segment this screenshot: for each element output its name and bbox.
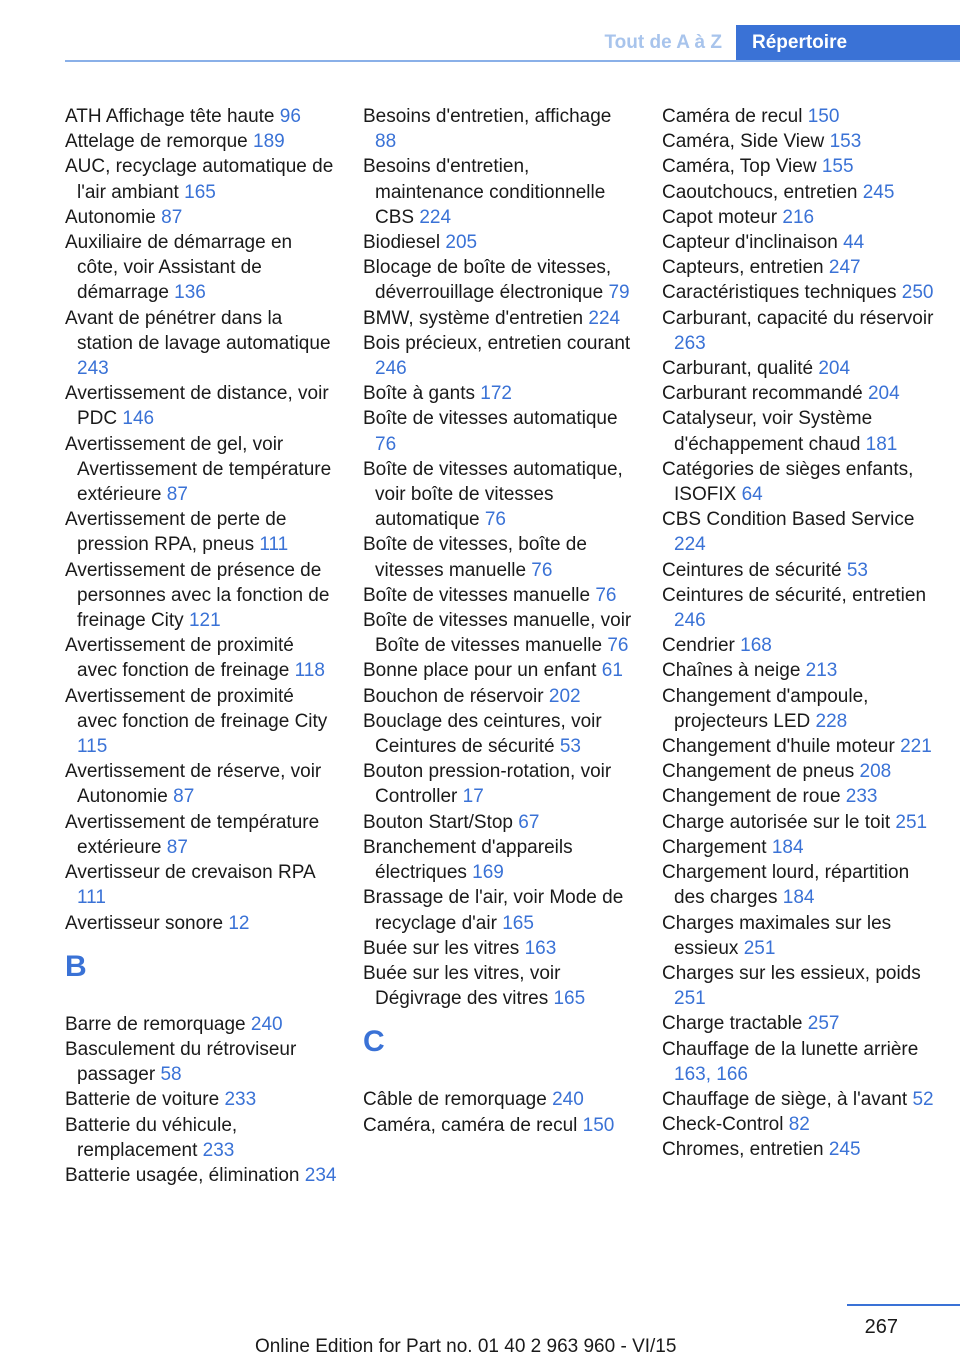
index-entry [65,104,337,129]
entry-term: Avertissement de proximité avec fonction de freinage City [65,685,328,732]
index-entry [363,583,635,608]
edition-note: Online Edition for Part no. 01 40 2 963 960 - VI/15 [255,1336,677,1357]
entry-term: Charge tractable [662,1013,808,1035]
page-link[interactable]: 76 [484,509,506,531]
index-entry [363,709,635,759]
index-entry [662,230,938,255]
page-link[interactable]: 87 [173,786,195,808]
entry-term: Basculement du rétroviseur passager [65,1038,297,1086]
entry-term: Bouchon de réservoir [363,685,549,707]
entry-term: Changement d'huile moteur [662,736,901,758]
index-entry [65,684,337,760]
entry-term: Caractéristiques techniques [662,282,902,304]
page-link[interactable]: 169 [472,862,504,884]
entry-term: Chauffage de siège, à l'avant [662,1088,913,1110]
page-link[interactable]: 251 [895,811,928,833]
page-link[interactable]: 240 [552,1089,584,1111]
index-entry [363,406,635,456]
entry-term: Blocage de boîte de vitesses, déverrouillage électronique [363,257,612,304]
entry-term: Caoutchoucs, entretien [662,181,863,203]
entry-term: Caméra, caméra de recul [363,1114,583,1136]
page-link[interactable]: 172 [480,383,512,405]
index-entry [662,104,938,129]
page-link[interactable]: 64 [741,484,763,506]
entry-term: Catalyseur, voir Système d'échappement chaud [662,408,873,455]
index-entry [363,154,635,230]
entry-term: Caméra, Top View [662,156,822,178]
entry-term: Avertissement de gel, voir Avertissement de température extérieure [65,433,332,506]
entry-term: Caméra de recul [662,106,808,127]
page-link[interactable]: 76 [595,584,617,606]
index-entry [662,280,938,305]
entry-term: Boîte de vitesses manuelle [363,584,596,606]
index-entry [662,306,938,356]
index-entry [662,835,938,860]
index-entry [363,331,635,381]
index-entry [65,860,337,910]
entry-term: Chaînes à neige [662,660,806,682]
page-link[interactable]: 245 [862,181,895,203]
page-link[interactable]: 44 [843,232,865,254]
page-link[interactable]: 150 [582,1114,615,1136]
index-entry [363,457,635,533]
index-entry [662,1112,938,1137]
page-link[interactable]: 204 [867,383,900,405]
page-link[interactable]: 163, 166 [674,1063,748,1085]
page-link[interactable]: 184 [782,887,815,909]
entry-term: Besoins d'entretien, maintenance conditionnelle CBS [363,156,606,228]
section-letter: C [363,1025,385,1059]
index-entry [662,1011,938,1036]
entry-term: Attelage de remorque [65,131,254,153]
index-entry [363,759,635,809]
page-link[interactable]: 213 [805,660,838,682]
page-link[interactable]: 233 [845,786,878,808]
page-link[interactable]: 224 [674,534,706,556]
page-link[interactable]: 224 [419,206,452,228]
index-entry [662,684,938,734]
header-rule [65,60,960,62]
entry-term: Barre de remorquage [65,1013,251,1035]
page-link[interactable]: 146 [122,408,155,430]
index-entry [65,759,337,809]
entry-term: Cendrier [662,635,741,657]
entry-term: Ceintures de sécurité [662,559,847,581]
index-entry [363,885,635,935]
index-entry [662,255,938,280]
entry-term: AUC, recyclage automatique de l'air ambiant [65,156,334,203]
entry-term: Biodiesel [363,232,446,254]
index-entry [662,457,938,507]
entry-term: Avertissement de proximité avec fonction de freinage [65,635,295,682]
entry-term: Avertisseur de crevaison RPA [65,862,315,884]
entry-term: Charges maximales sur les essieux [662,912,892,959]
entry-term: CBS Condition Based Service [662,509,915,531]
page-link[interactable]: 153 [829,131,862,153]
entry-term: Boîte de vitesses automatique [363,408,618,430]
index-entry [65,1113,337,1163]
page-link[interactable]: 136 [174,282,206,304]
entry-term: Bouclage des ceintures, voir Ceintures de sécurité [363,710,602,758]
page-number: 267 [864,1316,898,1338]
page-link[interactable]: 155 [821,156,854,178]
entry-term: Carburant recommandé [662,383,868,405]
entry-term: Carburant, capacité du réservoir [662,307,934,329]
page-link[interactable]: 87 [166,836,188,858]
page-link[interactable]: 263 [674,332,706,354]
index-entry [662,633,938,658]
index-entry [65,230,337,306]
index-entry [662,381,938,406]
index-entry [65,1012,337,1037]
entry-term: Avertissement de température extérieure [65,811,320,858]
page-link[interactable]: 245 [828,1139,861,1161]
index-entry [65,205,337,230]
section-letter: B [65,949,87,983]
entry-term: Bonne place pour un enfant [363,660,602,682]
index-entry [662,658,938,683]
page-link[interactable]: 76 [531,559,553,581]
page-link[interactable]: 76 [607,635,629,657]
page-link[interactable]: 115 [77,736,108,758]
page-link[interactable]: 251 [743,937,776,959]
index-entry [662,406,938,456]
entry-term: Bois précieux, entretien courant [363,332,631,354]
page-link[interactable]: 216 [782,206,815,228]
index-entry [363,230,635,255]
entry-term: Avertissement de présence de personnes avec la fonction de freinage City [65,559,330,632]
page-link[interactable]: 189 [253,131,285,153]
page-link[interactable]: 202 [548,685,581,707]
page-link[interactable]: 88 [375,131,397,153]
page-link[interactable]: 87 [166,484,188,506]
entry-term: Capot moteur [662,206,783,228]
page-link[interactable]: 76 [375,433,397,455]
entry-term: Capteur d'inclinaison [662,232,844,254]
entry-term: Bouton Start/Stop [363,811,519,833]
entry-term: Autonomie [65,206,162,228]
index-entry [662,205,938,230]
entry-term: Boîte de vitesses automatique, voir boîte de vitesses automatique [363,458,623,531]
page-link[interactable]: 111 [259,534,289,556]
index-column-2 [363,104,635,1138]
entry-term: Brassage de l'air, voir Mode de recyclage d'air [363,887,624,934]
entry-term: Bouton pression-rotation, voir Controller [363,761,612,808]
page-link[interactable]: 233 [202,1139,235,1161]
index-entry [363,532,635,582]
index-entry [65,633,337,683]
page-link[interactable]: 250 [901,282,934,304]
page-link[interactable]: 111 [77,887,106,909]
page-link[interactable]: 233 [224,1089,257,1111]
entry-term: Chromes, entretien [662,1139,829,1161]
page-link[interactable]: 53 [846,559,868,581]
page-link[interactable]: 224 [588,307,621,329]
index-entry [363,104,635,154]
page-link[interactable]: 251 [674,988,706,1010]
index-entry [65,507,337,557]
page-link[interactable]: 165 [553,988,586,1010]
entry-term: Carburant, qualité [662,358,819,380]
page-link[interactable]: 243 [77,358,109,380]
index-entry [65,154,337,204]
index-entry [662,180,938,205]
index-entry [662,759,938,784]
page-link[interactable]: 204 [818,358,851,380]
entry-term: Avertisseur sonore [65,912,229,934]
page-link[interactable]: 168 [740,635,772,657]
page-link[interactable]: 181 [865,433,898,455]
index-column-1 [65,104,337,1188]
entry-term: Boîte de vitesses manuelle, voir Boîte de vitesses manuelle [363,610,632,657]
page-link[interactable]: 118 [294,660,325,682]
index-entry [363,936,635,961]
index-entry [662,911,938,961]
page-link[interactable]: 87 [161,206,183,228]
index-entry [65,1037,337,1087]
entry-term: Avertissement de perte de pression RPA, pneus [65,509,287,556]
index-entry [65,1163,337,1188]
entry-term: Buée sur les vitres, voir Dégivrage des vitres [363,962,561,1010]
index-entry [662,583,938,633]
entry-term: Ceintures de sécurité, entretien [662,584,927,606]
page-link[interactable]: 58 [160,1064,182,1086]
index-entry [363,684,635,709]
page-link[interactable]: 79 [608,282,630,304]
index-entry [363,608,635,658]
entry-term: BMW, système d'entretien [363,307,589,329]
footer-rule [847,1304,960,1306]
index-entry [662,154,938,179]
page-link[interactable]: 61 [601,660,623,682]
entry-term: Changement de roue [662,786,846,808]
entry-term: Capteurs, entretien [662,257,829,279]
entry-term: Batterie usagée, élimination [65,1164,305,1186]
entry-term: Check-Control [662,1114,789,1136]
page-link[interactable]: 150 [807,106,840,127]
index-entry [662,784,938,809]
entry-term: ATH Affichage tête haute [65,106,280,127]
index-entry [363,381,635,406]
index-entry [363,835,635,885]
index-entry [363,1087,635,1112]
page-link[interactable]: 53 [559,736,581,758]
page-link[interactable]: 228 [815,710,848,732]
entry-term: Catégories de sièges enfants, ISOFIX [662,458,914,506]
page-link[interactable]: 221 [900,736,932,758]
entry-term: Branchement d'appareils électriques [363,836,573,884]
index-entry [65,558,337,634]
entry-term: Changement de pneus [662,761,860,783]
index-entry [662,810,938,835]
page-link[interactable]: 246 [674,610,706,632]
entry-term: Chargement lourd, répartition des charges [662,862,910,909]
index-entry [363,1113,635,1138]
index-entry [363,255,635,305]
entry-term: Chargement [662,836,772,858]
index-entry [363,306,635,331]
index-entry [363,658,635,683]
index-entry [65,129,337,154]
page-link[interactable]: 208 [859,761,892,783]
entry-term: Avertissement de réserve, voir Autonomie [65,761,322,808]
page-link[interactable]: 67 [518,811,540,833]
page-link[interactable]: 246 [375,358,407,380]
page-link[interactable]: 96 [279,106,301,127]
entry-term: Charge autorisée sur le toit [662,811,896,833]
entry-term: Besoins d'entretien, affichage [363,106,612,127]
index-entry [65,911,337,936]
entry-term: Batterie du véhicule, remplacement [65,1114,238,1161]
index-entry [363,961,635,1011]
index-entry [662,1037,938,1087]
entry-term: Auxiliaire de démarrage en côte, voir Assistant de démarrage [65,232,293,304]
entry-term: Boîte de vitesses, boîte de vitesses manuelle [363,534,587,581]
index-entry [65,810,337,860]
page-link[interactable]: 163 [524,937,557,959]
index-entry [662,356,938,381]
section-tab[interactable]: Tout de A à Z [604,32,722,53]
page-link[interactable]: 247 [828,257,861,279]
entry-term: Buée sur les vitres [363,937,525,959]
entry-term: Chauffage de la lunette arrière [662,1038,919,1060]
entry-term: Avant de pénétrer dans la station de lavage automatique [65,307,331,354]
index-entry [662,507,938,557]
index-entry [662,734,938,759]
index-column-3 [662,104,938,1163]
entry-term: Boîte à gants [363,383,481,405]
page-link[interactable]: 121 [188,610,221,632]
index-entry [363,810,635,835]
active-tab[interactable]: Répertoire [736,25,960,60]
index-entry [662,860,938,910]
index-entry [65,306,337,382]
page-link[interactable]: 17 [462,786,484,808]
page-link[interactable]: 165 [184,181,216,203]
index-entry [65,1087,337,1112]
index-entry [65,432,337,508]
entry-term: Charges sur les essieux, poids [662,962,921,984]
index-entry [65,381,337,431]
index-entry [662,1137,938,1162]
index-entry [662,961,938,1011]
page-link[interactable]: 12 [228,912,250,934]
page-link[interactable]: 165 [502,912,534,934]
page-link[interactable]: 205 [445,232,478,254]
page-link[interactable]: 234 [304,1164,337,1186]
page-link[interactable]: 257 [807,1013,840,1035]
entry-term: Batterie de voiture [65,1089,225,1111]
index-entry [662,1087,938,1112]
entry-term: Avertissement de distance, voir PDC [65,383,329,430]
page-link[interactable]: 52 [912,1088,934,1110]
page-link[interactable]: 184 [771,836,804,858]
entry-term: Câble de remorquage [363,1089,553,1111]
index-entry [662,558,938,583]
entry-term: Caméra, Side View [662,131,830,153]
index-entry [662,129,938,154]
entry-term: Changement d'ampoule, projecteurs LED [662,685,869,732]
page-link[interactable]: 82 [788,1114,810,1136]
page-link[interactable]: 240 [250,1013,283,1035]
